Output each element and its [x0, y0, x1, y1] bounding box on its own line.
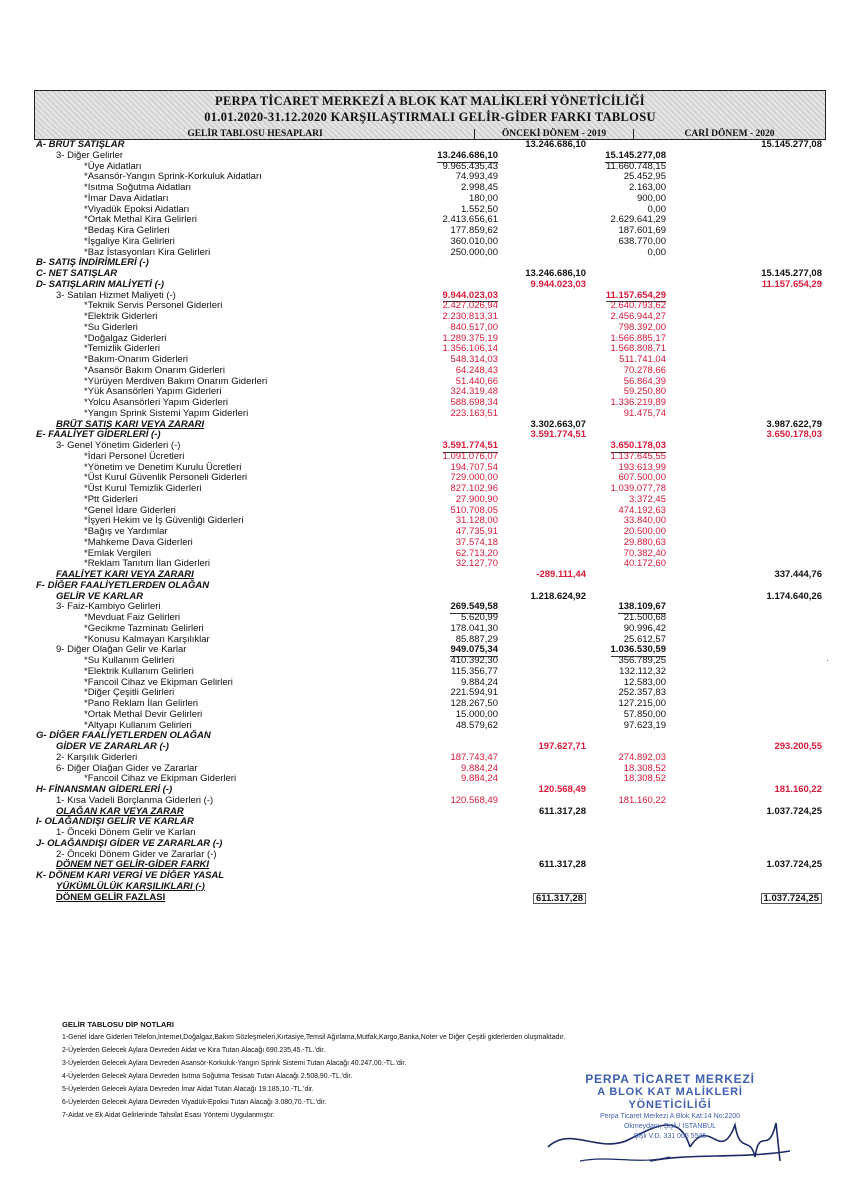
- row-label: *Bakım-Onarım Giderleri: [84, 354, 188, 365]
- value-curr-detail: 1.036.530,59: [610, 644, 666, 656]
- row-label: G- DİĞER FAALİYETLERDEN OLAĞAN: [36, 730, 211, 742]
- value-prev-detail: 410.392,30: [450, 655, 498, 666]
- value-prev-detail: 128.267,50: [450, 698, 498, 709]
- row-label: F- DİĞER FAALİYETLERDEN OLAĞAN: [36, 579, 210, 591]
- value-prev-detail: 221.594,91: [450, 687, 498, 699]
- value-curr-detail: 12.583,00: [623, 676, 666, 688]
- value-prev-detail: 548.314,03: [450, 354, 498, 365]
- row-label: *Viyadük Epoksi Aidatları: [84, 203, 190, 215]
- value-prev-detail: 51.440,66: [455, 375, 498, 387]
- report-subtitle: 01.01.2020-31.12.2020 KARŞILAŞTIRMALI GELİR-GİDER FARKI TABLOSU: [204, 110, 656, 124]
- report-header: [34, 90, 826, 130]
- value-curr-detail: 25.612,57: [623, 633, 666, 645]
- row-label: BRÜT SATIŞ KARI VEYA ZARARI: [56, 418, 205, 430]
- row-label: D- SATIŞLARIN MALİYETİ (-): [36, 278, 165, 290]
- value-prev-detail: 5.620,99: [461, 612, 498, 623]
- row-label: YÜKÜMLÜLÜK KARŞILIKLARI (-): [56, 880, 205, 892]
- value-prev-total: 120.568,49: [538, 784, 586, 795]
- value-curr-total: 1.037.724,25: [766, 805, 822, 817]
- row-label: *İşgaliye Kira Gelirleri: [84, 235, 175, 247]
- value-prev-total: 13.246.686,10: [525, 139, 586, 150]
- row-label: C- NET SATIŞLAR: [36, 268, 118, 279]
- table-row: [34, 323, 824, 334]
- footnote-item: 7-Aidat ve Ek Aidat Gelirlerinde Tahsilat Esası Yöntemi Uygulanmıştır.: [62, 1112, 275, 1119]
- value-prev-total: 13.246.686,10: [525, 268, 586, 279]
- row-label: B- SATIŞ İNDİRİMLERİ (-): [36, 257, 149, 269]
- value-curr-detail: 0,00: [647, 203, 666, 215]
- row-label: *İmar Dava Aidatları: [84, 192, 169, 204]
- table-row: [34, 710, 824, 721]
- value-prev-total: 3.591.774,51: [530, 429, 586, 441]
- value-prev-detail: 324.319,48: [450, 386, 498, 398]
- table-row: [34, 151, 824, 162]
- value-prev-total: 3.302.663,07: [530, 418, 586, 430]
- value-curr-detail: 21.500,68: [623, 612, 666, 623]
- row-label: J- OLAĞANDIŞI GİDER VE ZARARLAR (-): [36, 837, 223, 849]
- value-prev-total: -289.111,44: [536, 569, 586, 580]
- value-curr-detail: 511.741,04: [619, 354, 666, 365]
- row-label: *Pano Reklam İlan Gelirleri: [84, 698, 199, 709]
- value-curr-detail: 638.770,00: [618, 235, 666, 247]
- row-label: *Temizlik Giderleri: [84, 343, 161, 355]
- value-prev-detail: 64.248,43: [455, 364, 498, 376]
- row-label: 2- Önceki Dönem Gider ve Zararlar (-): [56, 848, 217, 860]
- table-row: [34, 624, 824, 635]
- value-prev-detail: 115.356,77: [451, 665, 498, 677]
- footnote-item: 3-Üyelerden Gelecek Aylara Devreden Asansör-Korkuluk-Yangın Sprink Sistemi Tutarı Alacağı 40.247,00.-TL.'dir.: [62, 1060, 407, 1067]
- value-curr-detail: 2.629.641,29: [610, 214, 666, 226]
- row-label: K- DÖNEM KARI VERGİ VE DİĞER YASAL: [36, 870, 225, 881]
- value-prev-detail: 13.246.686,10: [437, 149, 498, 161]
- value-curr-total: 15.145.277,08: [761, 268, 822, 279]
- value-curr-detail: 252.357,83: [618, 687, 666, 699]
- row-label: *Üye Aidatları: [84, 160, 142, 172]
- value-prev-detail: 2.998,45: [461, 182, 498, 193]
- table-row: [34, 140, 824, 151]
- value-curr-detail: 97.623,19: [623, 719, 666, 731]
- row-label: *Ortak Methal Devir Gelirleri: [84, 708, 203, 720]
- value-curr-total: 15.145.277,08: [761, 139, 822, 150]
- value-curr-detail: 3.372,45: [629, 493, 666, 505]
- row-label: *Altyapı Kullanım Gelirleri: [84, 719, 192, 731]
- income-statement-table: [34, 140, 824, 903]
- company-stamp: PERPA TİCARET MERKEZİ A BLOK KAT MALİKLERİ YÖNETİCİLİĞİ Perpa Ticaret Merkezi A Blok Kat:14 No:2200 Okmeydanı, Şişli / İSTANBUL Şişli V.D. 331 005 5545: [585, 1072, 755, 1140]
- table-row: [34, 839, 824, 850]
- value-prev-detail: 3.591.774,51: [442, 440, 498, 451]
- row-label: DÖNEM GELİR FAZLASI: [56, 891, 166, 903]
- value-curr-detail: 127.215,00: [618, 698, 666, 709]
- value-curr-total: 337.444,76: [774, 569, 822, 580]
- value-curr-total: 181.160,22: [774, 784, 822, 795]
- row-label: GİDER VE ZARARLAR (-): [56, 741, 169, 752]
- value-prev-detail: 840.517,00: [450, 321, 498, 333]
- value-curr-total: 3.987.622,79: [766, 418, 822, 430]
- value-curr-detail: 15.145.277,08: [605, 149, 666, 161]
- row-label: *Yürüyen Merdiven Bakım Onarım Giderleri: [84, 375, 268, 387]
- value-prev-detail: 1.356.106,14: [442, 343, 498, 355]
- value-prev-detail: 85.887,29: [455, 633, 498, 645]
- value-prev-total: 197.627,71: [538, 741, 586, 752]
- row-label: *Emlak Vergileri: [84, 547, 152, 559]
- row-label: 1- Önceki Dönem Gelir ve Karları: [56, 827, 196, 838]
- value-prev-detail: 827.102,96: [450, 483, 498, 494]
- value-curr-detail: 29.880,63: [623, 536, 666, 548]
- row-label: 9- Diğer Olağan Gelir ve Karlar: [56, 644, 187, 656]
- value-curr-detail: 1.336.219,89: [610, 397, 666, 408]
- row-label: *Fancoil Cihaz ve Ekipman Gelirleri: [84, 676, 233, 688]
- value-prev-detail: 269.549,58: [450, 601, 498, 613]
- table-row: [34, 248, 824, 259]
- row-label: I- OLAĞANDIŞI GELİR VE KARLAR: [36, 816, 194, 828]
- value-curr-detail: 607.500,00: [618, 472, 666, 484]
- row-label: *Reklam Tanıtım İlan Giderleri: [84, 558, 211, 570]
- row-label: *Asansör Bakım Onarım Giderleri: [84, 364, 225, 376]
- document-page: PERPA TİCARET MERKEZİ A BLOK KAT MALİKLERİ YÖNETİCİLİĞİ 01.01.2020-31.12.2020 KARŞILAŞTIRMALI GELİR-GİDER FARKI TABLOSU GELİR TABLOSU HESAPLARI ÖNCEKİ DÖNEM - 2019 CARİ DÖNEM - 2020 A- BRÜT SATIŞLAR 13.246.686,10 15.145.277,08 3- Diğer Gelirler 13.246.686,10 15.145.277,08 *Üye Aidatları 9.965.435,43 11.660.748,15 *Asansör-Yangın Sprink-Korkuluk Aidatları 74.993,49 25.452,95 *Isıtma Soğutma Aidatları 2.998,45 2.163,00 *İmar Dava Aidatları 180,00 900,00 *Viyadük Epoksi Aidatları 1.552,50 0,00 *Ortak Methal Kira Gelirleri 2.413.656,61 2.629.641,29 *Bedaş Kira Gelirleri 177.859,62 187.601,69 *İşgaliye Kira Gelirleri 360.010,00 638.770,00 *Baz İstasyonları Kira Gelirleri 250.000,00 0,00 B- SATIŞ İNDİRİMLERİ (-) C- NET SATIŞLAR 13.246.686,10 15.145.277,08 D- SATIŞLARIN MALİYETİ (-) 9.944.023,03 11.157.654,29 3- Satılan Hizmet Maliyeti (-) 9.944.023,03 11.157.654,29 *Teknik Servis Personel Giderleri 2.427.026,94 2.640.793,62 *Elektrik Giderleri 2.230.813,31 2.456.944,27 *Su Giderleri 840.517,00 798.392,00 *Doğalgaz Giderleri 1.289.375,19 1.566.885,17 *Temizlik Giderleri 1.356.106,14 1.568.808,71 *Bakım-Onarım Giderleri 548.314,03 511.741,04 *Asansör Bakım Onarım Giderleri 64.248,43 70.278,66 *Yürüyen Merdiven Bakım Onarım Giderleri 51.440,66 56.864,39 *Yük Asansörleri Yapım Giderleri 324.319,48 59.250,80 *Yolcu Asansörleri Yapım Giderleri 588.698,34 1.336.219,89 *Yangın Sprink Sistemi Yapım Giderleri 223.163,51 91.475,74 BRÜT SATIŞ KARI VEYA ZARARI 3.302.663,07 3.987.622,79 E- FAALİYET GİDERLERİ (-) 3.591.774,51 3.650.178,03 3- Genel Yönetim Giderleri (-) 3.591.774,51 3.650.178,03 *İdari Personel Ücretleri 1.091.076,07 1.137.645,55 *Yönetim ve Denetim Kurulu Ücretleri 194.707,54 193.613,99 *Üst Kurul Güvenlik Personeli Giderleri 729.000,00 607.500,00 *Üst Kurul Temizlik Giderleri 827.102,96 1.039.077,78 *Ptt Giderleri 27.900,90 3.372,45 *Genel İdare Giderleri 510.708,05 474.192,63 *İşyeri Hekim ve İş Güvenliği Giderleri 31.128,00 33.840,00 *Bağış ve Yardımlar 47.735,91 20.500,00 *Mahkeme Dava Giderleri 37.574,18 29.880,63 *Emlak Vergileri 62.713,20 70.382,40 *Reklam Tanıtım İlan Giderleri 32.127,70 40.172,60 FAALİYET KARI VEYA ZARARI -289.111,44 337.444,76 F- DİĞER FAALİYETLERDEN OLAĞAN GELİR VE KARLAR 1.218.624,92 1.174.640,26 3- Faiz-Kambiyo Gelirleri 269.549,58 138.109,67 *Mevduat Faiz Gelirleri 5.620,99 21.500,68 *Gecikme Tazminatı Gelirleri 178.041,30 90.996,42 *Konusu Kalmayan Karşılıklar 85.887,29 25.612,57 9- Diğer Olağan Gelir ve Karlar 949.075,34 1.036.530,59 *Su Kullanım Gelirleri 410.392,30 356.789,25 *Elektrik Kullanım Gelirleri 115.356,77 132.112,32 *Fancoil Cihaz ve Ekipman Gelirleri 9.884,24 12.583,00 *Diğer Çeşitli Gelirleri 221.594,91 252.357,83 *Pano Reklam İlan Gelirleri 128.267,50 127.215,00 *Ortak Methal Devir Gelirleri 15.000,00 57.850,00 *Altyapı Kullanım Gelirleri 48.579,62 97.623,19 G- DİĞER FAALİYETLERDEN OLAĞAN GİDER VE ZARARLAR (-) 197.627,71 293.200,55 2- Karşılık Giderleri 187.743,47 274.892,03 6- Diğer Olağan Gider ve Zararlar 9.884,24 18.308,52 *Fancoil Cihaz ve Ekipman Giderleri 9.884,24 18.308,52 H- FİNANSMAN GİDERLERİ (-) 120.568,49 181.160,22 1- Kısa Vadeli Borçlanma Giderleri (-) 120.568,49 181.160,22 OLAĞAN KAR VEYA ZARAR 611.317,28 1.037.724,25 I- OLAĞANDIŞI GELİR VE KARLAR 1- Önceki Dönem Gelir ve Karları J- OLAĞANDIŞI GİDER VE ZARARLAR (-) 2- Önceki Dönem Gider ve Zararlar (-) DÖNEM NET GELİR-GİDER FARKI 611.317,28 1.037.724,25 K- DÖNEM KARI VERGİ VE DİĞER YASAL YÜKÜMLÜLÜK KARŞILIKLARI (-) DÖNEM GELİR FAZLASI 611.317,28 1.037.724,25 · GELİR TABLOSU DİP NOTLARI 1-Genel İdare Giderleri Telefon,İnternet,Doğalgaz,Bakım Sözleşmeleri,Kırtasiye,Temsil Ağırlama,Mutfak,Kargo,Banka,Noter ve Diğer Çeşitli giderlerden oluşmaktadır. 2-Üyelerden Gelecek Aylara Devreden Aidat ve Kira Tutarı Alacağı 690.235,45.-TL.'dir. 3-Üyelerden Gelecek Aylara Devreden Asansör-Korkuluk-Yangın Sprink Sistemi Tutarı Alacağı 40.247,00.-TL.'dir. 4-Üyelerden Gelecek Aylara Devreden Isıtma Soğutma Tesisatı Tutarı Alacağı 2.508,90.-TL.'dir. 5-Üyelerden Gelecek Aylara Devreden İmar Aidat Tutarı Alacağı 19.185,10.-TL.'dir. 6-Üyelerden Gelecek Aylara Devreden Viyadük-Epoksi Tutarı Alacağı 3.080,70.-TL.'dir. 7-Aidat ve Ek Aidat Gelirlerinde Tahsilat Esası Yöntemi Uygulanmıştır. PERPA TİCARET MERKEZİ A BLOK KAT MALİKLERİ YÖNETİCİLİĞİ Perpa Ticaret Merkezi A Blok Kat:14 No:2200 Okmeydanı, Şişli / İSTANBUL Şişli V.D. 331 005 5545: [0, 0, 848, 1200]
- value-prev-detail: 360.010,00: [450, 235, 498, 247]
- value-curr-total: 1.037.724,25: [766, 859, 822, 871]
- footnote-item: 1-Genel İdare Giderleri Telefon,İnternet,Doğalgaz,Bakım Sözleşmeleri,Kırtasiye,Temsil Ağırlama,Mutfak,Kargo,Banka,Noter ve Diğer Çeşitli giderlerden oluşmaktadır.: [62, 1034, 566, 1041]
- table-row: [34, 796, 824, 807]
- table-row: [34, 753, 824, 764]
- value-prev-detail: 178.041,30: [450, 622, 498, 634]
- value-prev-detail: 1.552,50: [461, 203, 498, 215]
- row-label: *Elektrik Kullanım Gelirleri: [84, 665, 194, 677]
- value-curr-detail: 59.250,80: [623, 386, 666, 398]
- value-curr-detail: 132.112,32: [619, 665, 666, 677]
- row-label: 3- Diğer Gelirler: [56, 149, 124, 161]
- value-curr-detail: 3.650.178,03: [610, 440, 666, 451]
- value-curr-total: 3.650.178,03: [766, 429, 822, 441]
- value-prev-detail: 9.965.435,43: [442, 160, 498, 172]
- value-curr-detail: 1.566.885,17: [610, 332, 666, 344]
- value-prev-detail: 510.708,05: [450, 504, 498, 516]
- table-row: [34, 893, 824, 904]
- footnote-item: 2-Üyelerden Gelecek Aylara Devreden Aidat ve Kira Tutarı Alacağı 690.235,45.-TL.'dir.: [62, 1047, 326, 1054]
- row-label: 3- Genel Yönetim Giderleri (-): [56, 440, 181, 451]
- value-curr-detail: 57.850,00: [623, 708, 666, 720]
- row-label: 3- Satılan Hizmet Maliyeti (-): [56, 289, 176, 301]
- value-prev-detail: 31.128,00: [455, 515, 498, 527]
- row-label: *Mevduat Faiz Gelirleri: [84, 612, 181, 623]
- table-row: [34, 258, 824, 269]
- table-row: [34, 581, 824, 592]
- value-curr-detail: 0,00: [647, 246, 666, 258]
- row-label: OLAĞAN KAR VEYA ZARAR: [56, 805, 184, 817]
- value-prev-detail: 729.000,00: [450, 472, 498, 484]
- row-label: *Isıtma Soğutma Aidatları: [84, 182, 192, 193]
- row-label: DÖNEM NET GELİR-GİDER FARKI: [56, 859, 210, 871]
- value-curr-detail: 70.382,40: [623, 547, 666, 559]
- value-curr-total: 293.200,55: [774, 741, 822, 752]
- row-label: *Mahkeme Dava Giderleri: [84, 536, 193, 548]
- column-header-previous: ÖNCEKİ DÖNEM - 2019: [474, 129, 634, 140]
- value-curr-detail: 356.789,25: [618, 655, 666, 666]
- value-curr-detail: 2.163,00: [629, 182, 666, 193]
- row-label: *Bağış ve Yardımlar: [84, 526, 168, 537]
- table-row: [34, 742, 824, 753]
- row-label: *Diğer Çeşitli Gelirleri: [84, 687, 175, 699]
- row-label: *Fancoil Cihaz ve Ekipman Giderleri: [84, 773, 237, 785]
- value-prev-detail: 949.075,34: [450, 644, 498, 656]
- value-prev-detail: 48.579,62: [455, 719, 498, 731]
- table-row: [34, 280, 824, 291]
- row-label: *Su Giderleri: [84, 321, 138, 333]
- row-label: *Gecikme Tazminatı Gelirleri: [84, 622, 204, 634]
- column-header-current: CARİ DÖNEM - 2020: [633, 129, 826, 140]
- column-header-accounts: GELİR TABLOSU HESAPLARI: [34, 129, 476, 140]
- table-row: [34, 667, 824, 678]
- value-curr-detail: 187.601,69: [618, 225, 666, 236]
- value-prev-detail: 27.900,90: [455, 493, 498, 505]
- value-curr-detail: 181.160,22: [618, 794, 666, 806]
- table-row: [34, 409, 824, 420]
- value-prev-detail: 1.289.375,19: [442, 332, 498, 344]
- value-prev-detail: 180,00: [468, 192, 498, 204]
- value-curr-detail: 2.640.793,62: [610, 300, 666, 312]
- value-prev-detail: 223.163,51: [450, 407, 498, 419]
- row-label: *Doğalgaz Giderleri: [84, 332, 167, 344]
- value-curr-detail: 33.840,00: [623, 515, 666, 527]
- table-row: [34, 538, 824, 549]
- value-curr-detail: 18.308,52: [623, 762, 666, 774]
- row-label: *İdari Personel Ücretleri: [84, 450, 185, 462]
- value-curr-detail: 474.192,63: [618, 504, 666, 516]
- row-label: 3- Faiz-Kambiyo Gelirleri: [56, 601, 161, 613]
- value-prev-total: 611.317,28: [538, 859, 586, 871]
- value-prev-detail: 2.413.656,61: [442, 214, 498, 226]
- value-curr-detail: 25.452,95: [623, 171, 666, 183]
- value-prev-detail: 194.707,54: [450, 461, 498, 473]
- value-curr-detail: 798.392,00: [618, 321, 666, 333]
- value-prev-detail: 47.735,91: [455, 526, 498, 537]
- table-row: [34, 194, 824, 205]
- value-prev-detail: 2.427.026,94: [442, 300, 498, 312]
- row-label: *Üst Kurul Güvenlik Personeli Giderleri: [84, 472, 248, 484]
- value-prev-detail: 9.884,24: [461, 762, 498, 774]
- row-label: *İşyeri Hekim ve İş Güvenliği Giderleri: [84, 515, 244, 527]
- value-curr-total: 1.037.724,25: [761, 893, 822, 904]
- value-prev-detail: 37.574,18: [455, 536, 498, 548]
- value-curr-detail: 11.157.654,29: [605, 289, 666, 301]
- row-label: 6- Diğer Olağan Gider ve Zararlar: [56, 762, 198, 774]
- footnote-item: 6-Üyelerden Gelecek Aylara Devreden Viyadük-Epoksi Tutarı Alacağı 3.080,70.-TL.'dir.: [62, 1099, 327, 1106]
- value-curr-detail: 900,00: [636, 192, 666, 204]
- report-title: PERPA TİCARET MERKEZİ A BLOK KAT MALİKLERİ YÖNETİCİLİĞİ: [215, 94, 645, 108]
- row-label: *Teknik Servis Personel Giderleri: [84, 300, 223, 312]
- value-curr-detail: 90.996,42: [623, 622, 666, 634]
- value-curr-detail: 1.568.808,71: [610, 343, 666, 355]
- value-prev-detail: 9.884,24: [461, 773, 498, 785]
- value-curr-detail: 56.864,39: [623, 375, 666, 387]
- value-curr-detail: 1.137.645,55: [610, 450, 666, 462]
- value-curr-detail: 20.500,00: [623, 526, 666, 537]
- value-prev-detail: 250.000,00: [450, 246, 498, 258]
- value-prev-detail: 32.127,70: [455, 558, 498, 570]
- row-label: E- FAALİYET GİDERLERİ (-): [36, 429, 161, 441]
- table-row: [34, 312, 824, 323]
- row-label: *Üst Kurul Temizlik Giderleri: [84, 483, 202, 494]
- value-curr-detail: 274.892,03: [618, 751, 666, 763]
- table-row: [34, 495, 824, 506]
- value-curr-detail: 138.109,67: [618, 601, 666, 613]
- footnote-item: 4-Üyelerden Gelecek Aylara Devreden Isıtma Soğutma Tesisatı Tutarı Alacağı 2.508,90.-TL.'dir.: [62, 1073, 353, 1080]
- value-prev-detail: 1.091.076,07: [442, 450, 498, 462]
- row-label: GELİR VE KARLAR: [56, 590, 144, 602]
- value-prev-detail: 74.993,49: [455, 171, 498, 183]
- value-curr-detail: 40.172,60: [623, 558, 666, 570]
- row-label: *Genel İdare Giderleri: [84, 504, 176, 516]
- value-prev-detail: 187.743,47: [450, 751, 498, 763]
- row-label: *Yolcu Asansörleri Yapım Giderleri: [84, 397, 228, 408]
- value-prev-detail: 177.859,62: [450, 225, 498, 236]
- row-label: H- FİNANSMAN GİDERLERİ (-): [36, 784, 173, 795]
- value-curr-detail: 2.456.944,27: [610, 311, 666, 322]
- value-curr-detail: 11.660.748,15: [605, 160, 666, 172]
- value-curr-detail: 1.039.077,78: [610, 483, 666, 494]
- table-row: [34, 452, 824, 463]
- row-label: A- BRÜT SATIŞLAR: [36, 139, 125, 150]
- value-curr-total: 1.174.640,26: [766, 590, 822, 602]
- value-curr-detail: 193.613,99: [618, 461, 666, 473]
- row-label: *Yangın Sprink Sistemi Yapım Giderleri: [84, 407, 249, 419]
- value-prev-detail: 2.230.813,31: [442, 311, 498, 322]
- row-label: *Asansör-Yangın Sprink-Korkuluk Aidatları: [84, 171, 262, 183]
- value-prev-total: 9.944.023,03: [530, 278, 586, 290]
- value-prev-detail: 15.000,00: [455, 708, 498, 720]
- footnotes-title: GELİR TABLOSU DİP NOTLARI: [62, 1020, 174, 1029]
- row-label: *Su Kullanım Gelirleri: [84, 655, 175, 666]
- value-prev-detail: 588.698,34: [450, 397, 498, 408]
- value-prev-total: 1.218.624,92: [530, 590, 586, 602]
- value-prev-detail: 9.884,24: [461, 676, 498, 688]
- table-row: [34, 366, 824, 377]
- value-curr-total: 11.157.654,29: [761, 278, 822, 290]
- value-prev-detail: 9.944.023,03: [442, 289, 498, 301]
- row-label: *Baz İstasyonları Kira Gelirleri: [84, 246, 211, 258]
- row-label: *Konusu Kalmayan Karşılıklar: [84, 633, 210, 645]
- footnote-item: 5-Üyelerden Gelecek Aylara Devreden İmar Aidat Tutarı Alacağı 19.185,10.-TL.'dir.: [62, 1086, 314, 1093]
- row-label: *Yönetim ve Denetim Kurulu Ücretleri: [84, 461, 242, 473]
- value-curr-detail: 70.278,66: [623, 364, 666, 376]
- value-curr-detail: 18.308,52: [623, 773, 666, 785]
- table-row: [34, 237, 824, 248]
- row-label: *Ortak Methal Kira Gelirleri: [84, 214, 197, 226]
- value-curr-detail: 91.475,74: [623, 407, 666, 419]
- value-prev-total: 611.317,28: [533, 893, 586, 904]
- row-label: 1- Kısa Vadeli Borçlanma Giderleri (-): [56, 794, 214, 806]
- row-label: *Yük Asansörleri Yapım Giderleri: [84, 386, 222, 398]
- row-label: *Bedaş Kira Gelirleri: [84, 225, 170, 236]
- table-row: [34, 882, 824, 893]
- row-label: *Elektrik Giderleri: [84, 311, 158, 322]
- value-prev-total: 611.317,28: [538, 805, 586, 817]
- row-label: *Ptt Giderleri: [84, 493, 138, 505]
- row-label: FAALİYET KARI VEYA ZARARI: [56, 569, 194, 580]
- value-prev-detail: 120.568,49: [450, 794, 498, 806]
- value-prev-detail: 62.713,20: [455, 547, 498, 559]
- table-row: [34, 484, 824, 495]
- row-label: 2- Karşılık Giderleri: [56, 751, 138, 763]
